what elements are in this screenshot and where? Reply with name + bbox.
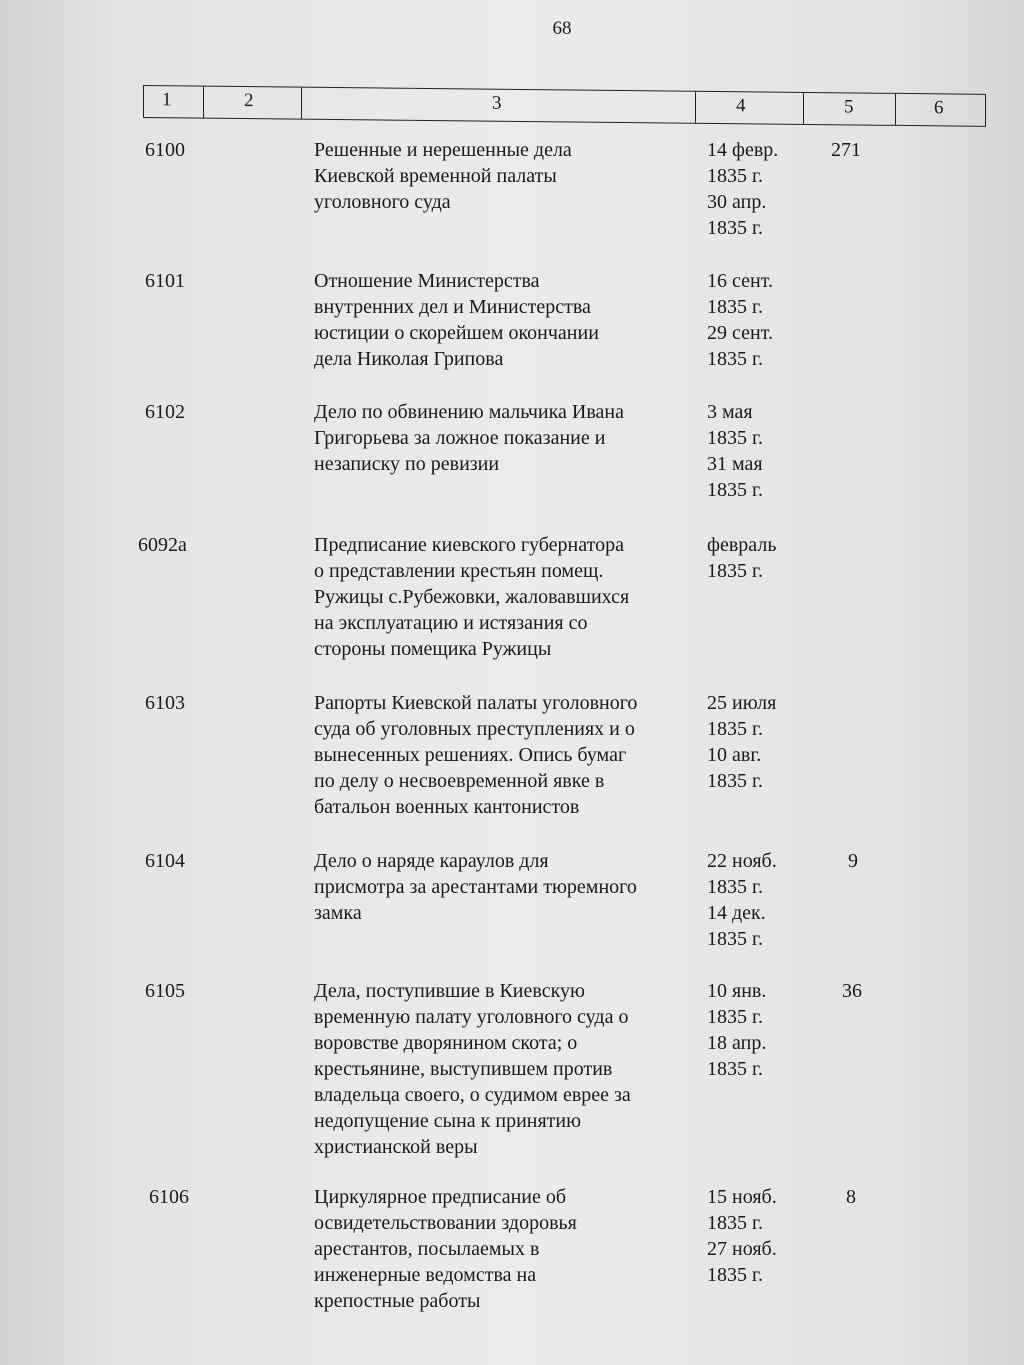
record-dates <box>707 399 817 503</box>
record-date-line: 14 февр. <box>707 139 779 161</box>
record-sheet-count: 8 <box>846 1186 856 1208</box>
record-date-line: 30 апр. <box>707 191 767 213</box>
record-title-line: инженерные ведомства на <box>314 1264 537 1286</box>
record-date-line: 22 нояб. <box>707 850 777 872</box>
record-date-line: 1835 г. <box>707 427 763 449</box>
record-date-line: 31 мая <box>707 453 763 475</box>
record-date-line: 1835 г. <box>707 479 763 501</box>
record-number: 6104 <box>145 850 185 872</box>
record-sheet-count: 36 <box>842 980 862 1002</box>
record-title-line: владельца своего, о судимом еврее за <box>314 1084 631 1106</box>
record-date-line: 1835 г. <box>707 560 763 582</box>
record-title <box>314 848 699 926</box>
record-date-line: 1835 г. <box>707 928 763 950</box>
record-title-line: арестантов, посылаемых в <box>314 1238 540 1260</box>
record-number: 6100 <box>145 139 185 161</box>
record-title-line: дела Николая Грипова <box>314 348 504 370</box>
record-date-line: 10 авг. <box>707 744 762 766</box>
record-title-line: Дело о наряде караулов для <box>314 850 549 872</box>
record-sheet-count: 9 <box>848 850 858 872</box>
record-number: 6092а <box>138 534 187 556</box>
record-title-line: Ружицы с.Рубежовки, жаловавшихся <box>314 586 630 608</box>
record-date-line: 16 сент. <box>707 270 773 292</box>
record-title-line: недопущение сына к принятию <box>314 1110 582 1132</box>
record-title-line: освидетельствовании здоровья <box>314 1212 577 1234</box>
record-date-line: 1835 г. <box>707 296 763 318</box>
record-dates <box>707 137 817 241</box>
record-date-line: 1835 г. <box>707 876 763 898</box>
header-col-4: 4 <box>696 92 804 124</box>
record-date-line: 1835 г. <box>707 217 763 239</box>
page-number: 68 <box>552 18 572 39</box>
record-title-line: воровстве дворянином скота; о <box>314 1032 578 1054</box>
header-col-1: 1 <box>144 86 204 118</box>
record-title-line: юстиции о скорейшем окончании <box>314 322 599 344</box>
record-dates <box>707 978 817 1082</box>
record-date-line: 1835 г. <box>707 1212 763 1234</box>
record-title <box>314 399 699 477</box>
record-title-line: Отношение Министерства <box>314 270 540 292</box>
record-title <box>314 532 699 662</box>
record-date-line: 1835 г. <box>707 718 763 740</box>
record-title-line: временную палату уголовного суда о <box>314 1006 629 1028</box>
record-date-line: 15 нояб. <box>707 1186 777 1208</box>
record-date-line: 1835 г. <box>707 1264 763 1286</box>
record-number: 6106 <box>149 1186 189 1208</box>
record-date-line: 1835 г. <box>707 1058 763 1080</box>
table-header <box>143 85 986 127</box>
record-date-line: 1835 г. <box>707 348 763 370</box>
record-date-line: 27 нояб. <box>707 1238 777 1260</box>
record-dates <box>707 690 817 794</box>
record-date-line: 1835 г. <box>707 1006 763 1028</box>
record-title-line: о представлении крестьян помещ. <box>314 560 604 582</box>
record-title-line: Предписание киевского губернатора <box>314 534 624 556</box>
record-date-line: февраль <box>707 534 777 556</box>
record-title-line: крепостные работы <box>314 1290 481 1312</box>
record-title-line: суда об уголовных преступлениях и о <box>314 718 635 740</box>
record-number: 6103 <box>145 692 185 714</box>
record-title <box>314 1184 699 1314</box>
record-dates <box>707 848 817 952</box>
header-col-6: 6 <box>934 97 944 119</box>
record-title-line: вынесенных решениях. Опись бумаг <box>314 744 627 766</box>
record-dates <box>707 532 817 584</box>
record-date-line: 14 дек. <box>707 902 766 924</box>
record-title-line: крестьянине, выступившем против <box>314 1058 613 1080</box>
record-title <box>314 690 699 820</box>
record-title-line: незаписку по ревизии <box>314 453 500 475</box>
record-date-line: 3 мая <box>707 401 753 423</box>
record-title-line: по делу о несвоевременной явке в <box>314 770 605 792</box>
record-date-line: 10 янв. <box>707 980 767 1002</box>
record-title-line: Рапорты Киевской палаты уголовного <box>314 692 638 714</box>
record-date-line: 18 апр. <box>707 1032 767 1054</box>
record-title-line: Григорьева за ложное показание и <box>314 427 606 449</box>
record-title-line: внутренних дел и Министерства <box>314 296 591 318</box>
record-title <box>314 978 699 1160</box>
record-title-line: Дела, поступившие в Киевскую <box>314 980 585 1002</box>
record-date-line: 1835 г. <box>707 165 763 187</box>
record-title-line: Циркулярное предписание об <box>314 1186 567 1208</box>
record-dates <box>707 268 817 372</box>
record-title <box>314 268 699 372</box>
record-title-line: замка <box>314 902 362 924</box>
record-number: 6101 <box>145 270 185 292</box>
record-title-line: Дело по обвинению мальчика Ивана <box>314 401 624 423</box>
header-col-5: 5 <box>804 93 896 125</box>
record-title-line: Киевской временной палаты <box>314 165 557 187</box>
record-title-line: на эксплуатацию и истязания со <box>314 612 588 634</box>
record-title-line: Решенные и нерешенные дела <box>314 139 572 161</box>
record-title-line: стороны помещика Ружицы <box>314 638 552 660</box>
record-dates <box>707 1184 817 1288</box>
record-title-line: присмотра за арестантами тюремного <box>314 876 637 898</box>
record-date-line: 1835 г. <box>707 770 763 792</box>
record-title-line: батальон военных кантонистов <box>314 796 580 818</box>
record-title <box>314 137 699 215</box>
record-date-line: 29 сент. <box>707 322 773 344</box>
record-number: 6105 <box>145 980 185 1002</box>
header-col-3: 3 <box>302 88 696 123</box>
record-date-line: 25 июля <box>707 692 777 714</box>
record-number: 6102 <box>145 401 185 423</box>
header-col-2: 2 <box>204 87 302 119</box>
record-sheet-count: 271 <box>831 139 861 161</box>
record-title-line: христианской веры <box>314 1136 478 1158</box>
record-title-line: уголовного суда <box>314 191 451 213</box>
